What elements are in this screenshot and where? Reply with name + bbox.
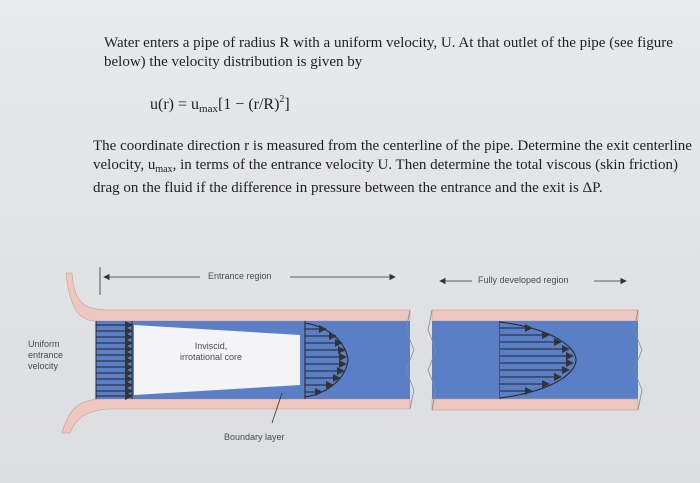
pipe-flow-figure: [0, 255, 700, 483]
formula-subscript: max: [199, 103, 218, 115]
formula-superscript: 2: [279, 94, 285, 105]
formula-mid: [1 − (r/R): [217, 96, 280, 113]
label-fully-developed-region: Fully developed region: [478, 275, 569, 285]
label-boundary-layer: Boundary layer: [224, 432, 285, 442]
velocity-formula: [150, 90, 290, 119]
paragraph-2-part-1: The coordinate direction r is measured from the centerline of the pipe. Determine the exit centerline velocity, u: [93, 138, 692, 173]
label-entrance-region: Entrance region: [208, 271, 272, 281]
label-uniform-entrance-velocity: Uniform entrance velocity: [28, 339, 64, 371]
problem-statement: [0, 0, 700, 240]
label-inviscid-core: Inviscid, irrotational core: [180, 341, 243, 362]
problem-paragraph-1: Water enters a pipe of radius R with a uniform velocity, U. At that outlet of the pipe (see figure below) the velocity distribution is given by: [104, 35, 673, 70]
formula-lhs: u(r) = u: [150, 96, 200, 113]
developed-pipe-bottom-wall: [432, 399, 638, 410]
paragraph-2-part-2: , in terms of the entrance velocity U. Then determine the total viscous (skin friction) drag on the fluid if the difference in pressure between the entrance and the exit is ΔP.: [93, 157, 678, 196]
problem-paragraph-2: [93, 137, 695, 198]
pipe-flow-diagram: [0, 255, 700, 483]
developed-pipe-top-wall: [432, 310, 638, 321]
formula-end: ]: [284, 96, 290, 113]
entrance-pipe-bottom-wall: [62, 399, 410, 433]
paragraph-2-subscript: max: [155, 164, 173, 175]
